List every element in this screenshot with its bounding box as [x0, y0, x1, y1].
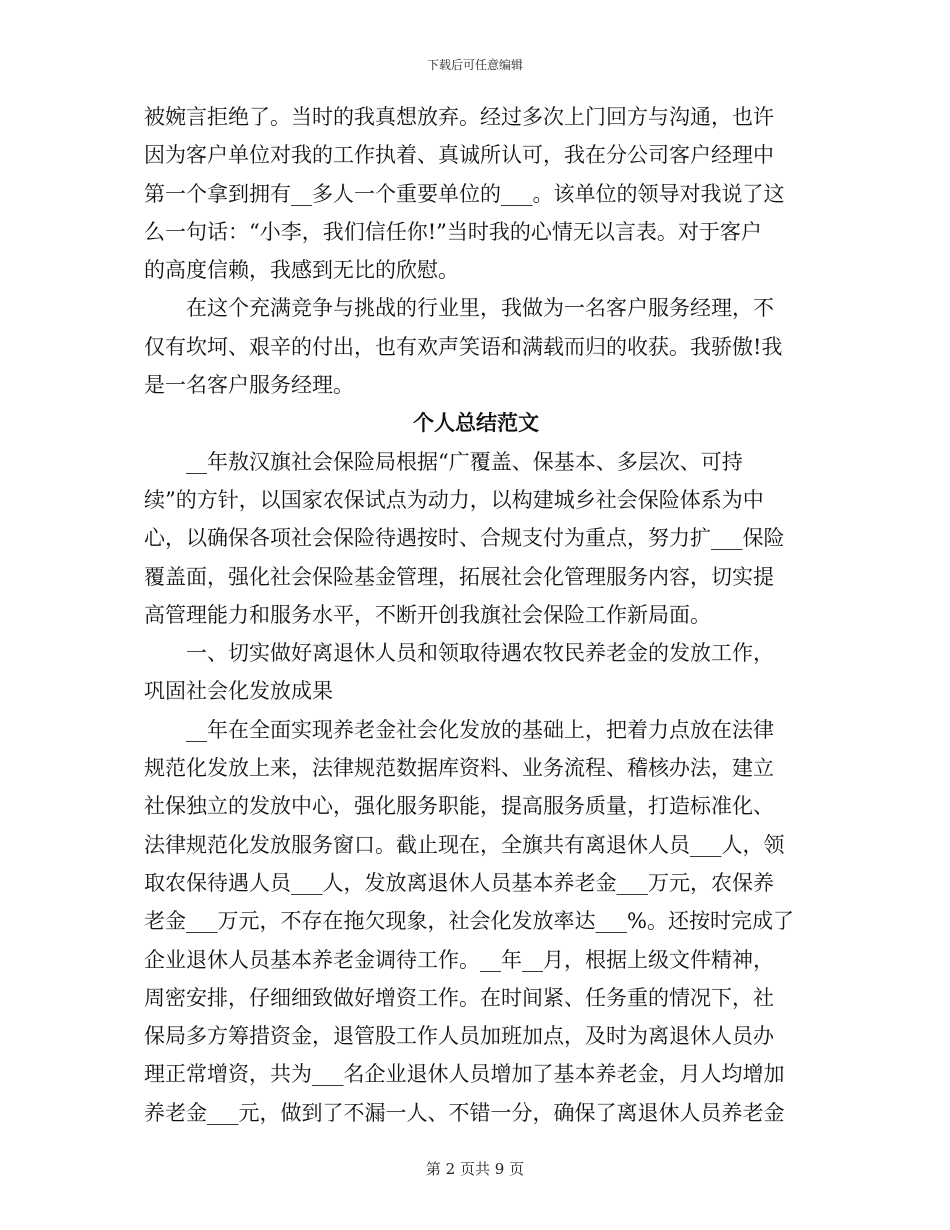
page-header: 下载后可任意编辑 — [426, 58, 523, 72]
body-line: 续”的方针，以国家农保试点为动力，以构建城乡社会保险体系为中 — [144, 487, 764, 512]
section-title: 个人总结范文 — [413, 410, 539, 436]
body-line: 规范化发放上来，法律规范数据库资料、业务流程、稽核办法，建立 — [144, 756, 774, 781]
body-line: 仅有坎坷、艰辛的付出，也有欢声笑语和满载而归的收获。我骄傲!我 — [144, 334, 783, 359]
page-footer: 第 2 页共 9 页 — [425, 1160, 525, 1178]
body-line: 高管理能力和服务水平，不断开创我旗社会保险工作新局面。 — [144, 602, 711, 627]
body-line: 是一名客户服务经理。 — [144, 373, 354, 398]
body-line: 理正常增资，共为___名企业退休人员增加了基本养老金，月人均增加 — [144, 1062, 785, 1087]
body-line: 第一个拿到拥有__多人一个重要单位的___。该单位的领导对我说了这 — [144, 181, 785, 206]
body-line: 心，以确保各项社会保险待遇按时、合规支付为重点，努力扩___保险 — [144, 526, 785, 551]
document-body — [144, 98, 808, 1132]
body-line: __年在全面实现养老金社会化发放的基础上，把着力点放在法律 — [144, 717, 774, 742]
body-line: 覆盖面，强化社会保险基金管理，拓展社会化管理服务内容，切实提 — [144, 564, 774, 589]
body-line: __年敖汉旗社会保险局根据“广覆盖、保基本、多层次、可持 — [144, 449, 743, 474]
body-line: 老金___万元，不存在拖欠现象，社会化发放率达___%。还按时完成了 — [144, 909, 794, 934]
body-line: 社保独立的发放中心，强化服务职能，提高服务质量，打造标准化、 — [144, 794, 774, 819]
body-line: 一、切实做好离退休人员和领取待遇农牧民养老金的发放工作， — [144, 641, 774, 666]
body-line: 企业退休人员基本养老金调待工作。__年__月，根据上级文件精神， — [144, 947, 774, 972]
body-line: 在这个充满竞争与挑战的行业里，我做为一名客户服务经理，不 — [144, 296, 774, 321]
body-line: 的高度信赖，我感到无比的欣慰。 — [144, 258, 459, 283]
body-line: 养老金___元，做到了不漏一人、不错一分，确保了离退休人员养老金 — [144, 1100, 785, 1125]
body-line: 巩固社会化发放成果 — [144, 679, 333, 704]
body-line: 取农保待遇人员___人，发放离退休人员基本养老金___万元，农保养 — [144, 870, 774, 895]
body-line: 么一句话：“小李，我们信任你!”当时我的心情无以言表。对于客户 — [144, 219, 762, 244]
body-line: 因为客户单位对我的工作执着、真诚所认可，我在分公司客户经理中 — [144, 143, 774, 168]
body-line: 法律规范化发放服务窗口。截止现在，全旗共有离退休人员___人，领 — [144, 832, 785, 857]
body-line: 被婉言拒绝了。当时的我真想放弃。经过多次上门回方与沟通，也许 — [144, 105, 774, 129]
body-line: 保局多方筹措资金，退管股工作人员加班加点，及时为离退休人员办 — [144, 1024, 774, 1049]
body-line: 周密安排，仔细细致做好增资工作。在时间紧、任务重的情况下，社 — [144, 985, 774, 1010]
